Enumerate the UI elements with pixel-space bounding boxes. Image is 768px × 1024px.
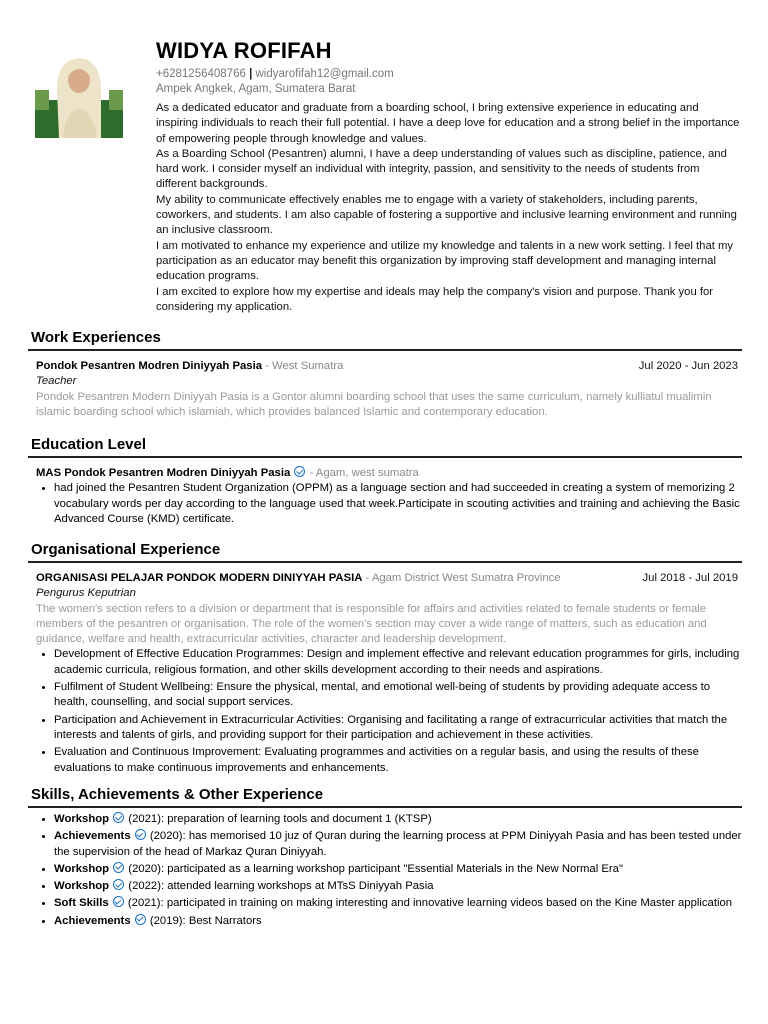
section-title: Skills, Achievements & Other Experience [31,786,324,803]
position-title: Pengurus Keputrian [36,587,136,600]
education-section [28,435,742,529]
skill-text: (2020): participated as a learning workshop participant "Essential Materials in the New Normal Era" [125,862,623,875]
verified-check-icon [135,914,146,925]
skill-text: (2019): Best Narrators [146,914,262,927]
education-bullets [36,481,742,527]
skill-text: (2020): has memorised 10 juz of Quran during the learning process at PPM Diniyyah Pasia and has been tested under the supervision of the head of Markaz Quran Diniyyah. [54,830,742,858]
phone-number: +6281256408766 [156,68,246,80]
organization-name: Pondok Pesantren Modren Diniyyah Pasia [36,360,262,372]
date-range: Jul 2018 - Jul 2019 [642,572,738,584]
organization-location: - West Sumatra [262,360,344,372]
skills-list [36,812,742,929]
verified-check-icon [113,896,124,907]
entry-heading [36,571,561,586]
section-divider [28,806,742,808]
skill-item [54,812,742,827]
section-divider [28,561,742,563]
skill-item [54,829,742,860]
summary-paragraph: As a Boarding School (Pesantren) alumni, I have a deep understanding of values such as discipline, patience, and hard work. I consider myself an individual with integrity, passion, and sensitivity to the needs of students from different backgrounds. [156,147,727,191]
organization-description: Pondok Pesantren Modern Diniyyah Pasia is a Gontor alumni boarding school that uses the same curriculum, namely kulliatul mualimin islamic boarding school which islamiah, which provides balanced Islamic and contemporary education. [36,390,712,418]
job-role: Teacher [36,375,77,388]
organisational-section [28,540,742,778]
verified-check-icon [294,466,305,477]
entry-header [36,359,742,374]
summary-paragraph: I am excited to explore how my expertise and ideals may help the company's vision and purpose. Thank you for considering my application. [156,285,714,313]
organization-name: ORGANISASI PELAJAR PONDOK MODERN DINIYYAH PASIA [36,572,363,584]
summary-paragraph: I am motivated to enhance my experience and utilize my knowledge and talents in a new work setting. I feel that my participation as an educator may benefit this organization by improving staff development and managing internal education programs. [156,239,734,283]
organisation-entry [28,571,742,776]
skill-item [54,896,742,911]
skill-item [54,862,742,877]
skill-text: (2021): participated in training on making interesting and innovative learning videos based on the Kine Master application [124,897,733,910]
verified-check-icon [113,862,124,873]
list-item: • Evaluation and Continuous Improvement: Evaluating programmes and activities on a regular basis, and using the results of these evaluations to make continuous improvements and enhancements. [54,745,742,776]
verified-check-icon [135,829,146,840]
profile-photo [35,42,123,138]
verified-check-icon [113,879,124,890]
skills-section [28,785,742,931]
entry-heading [36,359,343,374]
skill-label: Workshop [54,880,110,893]
entry-heading [36,466,742,481]
list-item: • Participation and Achievement in Extracurricular Activities: Organising and facilitating a range of extracurricular activities that match the interests and talents of girls, and providing support for their participation and achievement in these activities. [54,713,742,744]
contact-separator: | [249,68,253,80]
organisation-bullets [36,647,742,775]
skill-label: Soft Skills [54,897,109,910]
work-entry [28,359,742,420]
organization-description: The women's section refers to a division or department that is responsible for affairs and activities related to female students or female members of the pesantren or organisation. The role of the women's section may cover a wide range of matters, such as education and guidance, welfare and health, extracurricular activities, character and leadership development. [36,602,707,646]
contact-line [156,67,394,82]
list-item: • Development of Effective Education Programmes: Design and implement effective and relevant education programmes for girls, including academic curricula, religious formation, and other skills development according to their needs and aspirations. [54,647,742,678]
skills-entry [28,812,742,929]
list-item: • had joined the Pesantren Student Organization (OPPM) as a language section and had succeeded in creating a system of memorizing 2 vocabulary words per day according to the language used that week.Participate in scouting activities and training and achieving the Basic Advanced Course (KMD) certificate. [54,481,742,527]
organization-location: - Agam District West Sumatra Province [362,572,561,584]
list-item: • Fulfilment of Student Wellbeing: Ensure the physical, mental, and emotional well-being of students by providing adequate access to health, counselling, and social support services. [54,680,742,711]
address: Ampek Angkek, Agam, Sumatera Barat [156,83,356,95]
summary-paragraph: My ability to communicate effectively enables me to engage with a variety of stakeholders, including parents, coworkers, and students. I am also capable of fostering a supportive and inclusive learning environment and running an inclusive classroom. [156,193,737,237]
skill-label: Workshop [54,813,110,825]
section-title: Organisational Experience [31,541,221,558]
candidate-name: WIDYA ROFIFAH [156,38,332,63]
education-entry [28,466,742,527]
contact-block [156,67,394,97]
school-name: MAS Pondok Pesantren Modren Diniyyah Pasia [36,467,291,479]
section-divider [28,456,742,458]
skill-text: (2021): preparation of learning tools and document 1 (KTSP) [125,813,432,825]
summary-paragraph: As a dedicated educator and graduate from a boarding school, I bring extensive experience in educating and inspiring individuals to reach their full potential. I have a deep love for education and a strong belief in the importance of empowering people through knowledge and values. [156,102,740,145]
school-location: - Agam, west sumatra [306,467,419,479]
skill-item [54,914,742,929]
date-range: Jul 2020 - Jun 2023 [638,360,738,372]
section-title: Education Level [31,436,147,453]
skill-label: Achievements [54,914,131,927]
verified-check-icon [113,812,124,823]
email-address: widyarofifah12@gmail.com [255,68,394,80]
section-divider [28,349,742,351]
skill-label: Workshop [54,862,110,875]
section-title: Work Experiences [31,329,161,346]
profile-summary [156,101,741,315]
skill-label: Achievements [54,830,131,843]
work-experience-section [28,328,742,420]
skill-text: (2022): attended learning workshops at MTsS Diniyyah Pasia [125,880,434,893]
entry-header [36,571,742,586]
skill-item [54,879,742,894]
